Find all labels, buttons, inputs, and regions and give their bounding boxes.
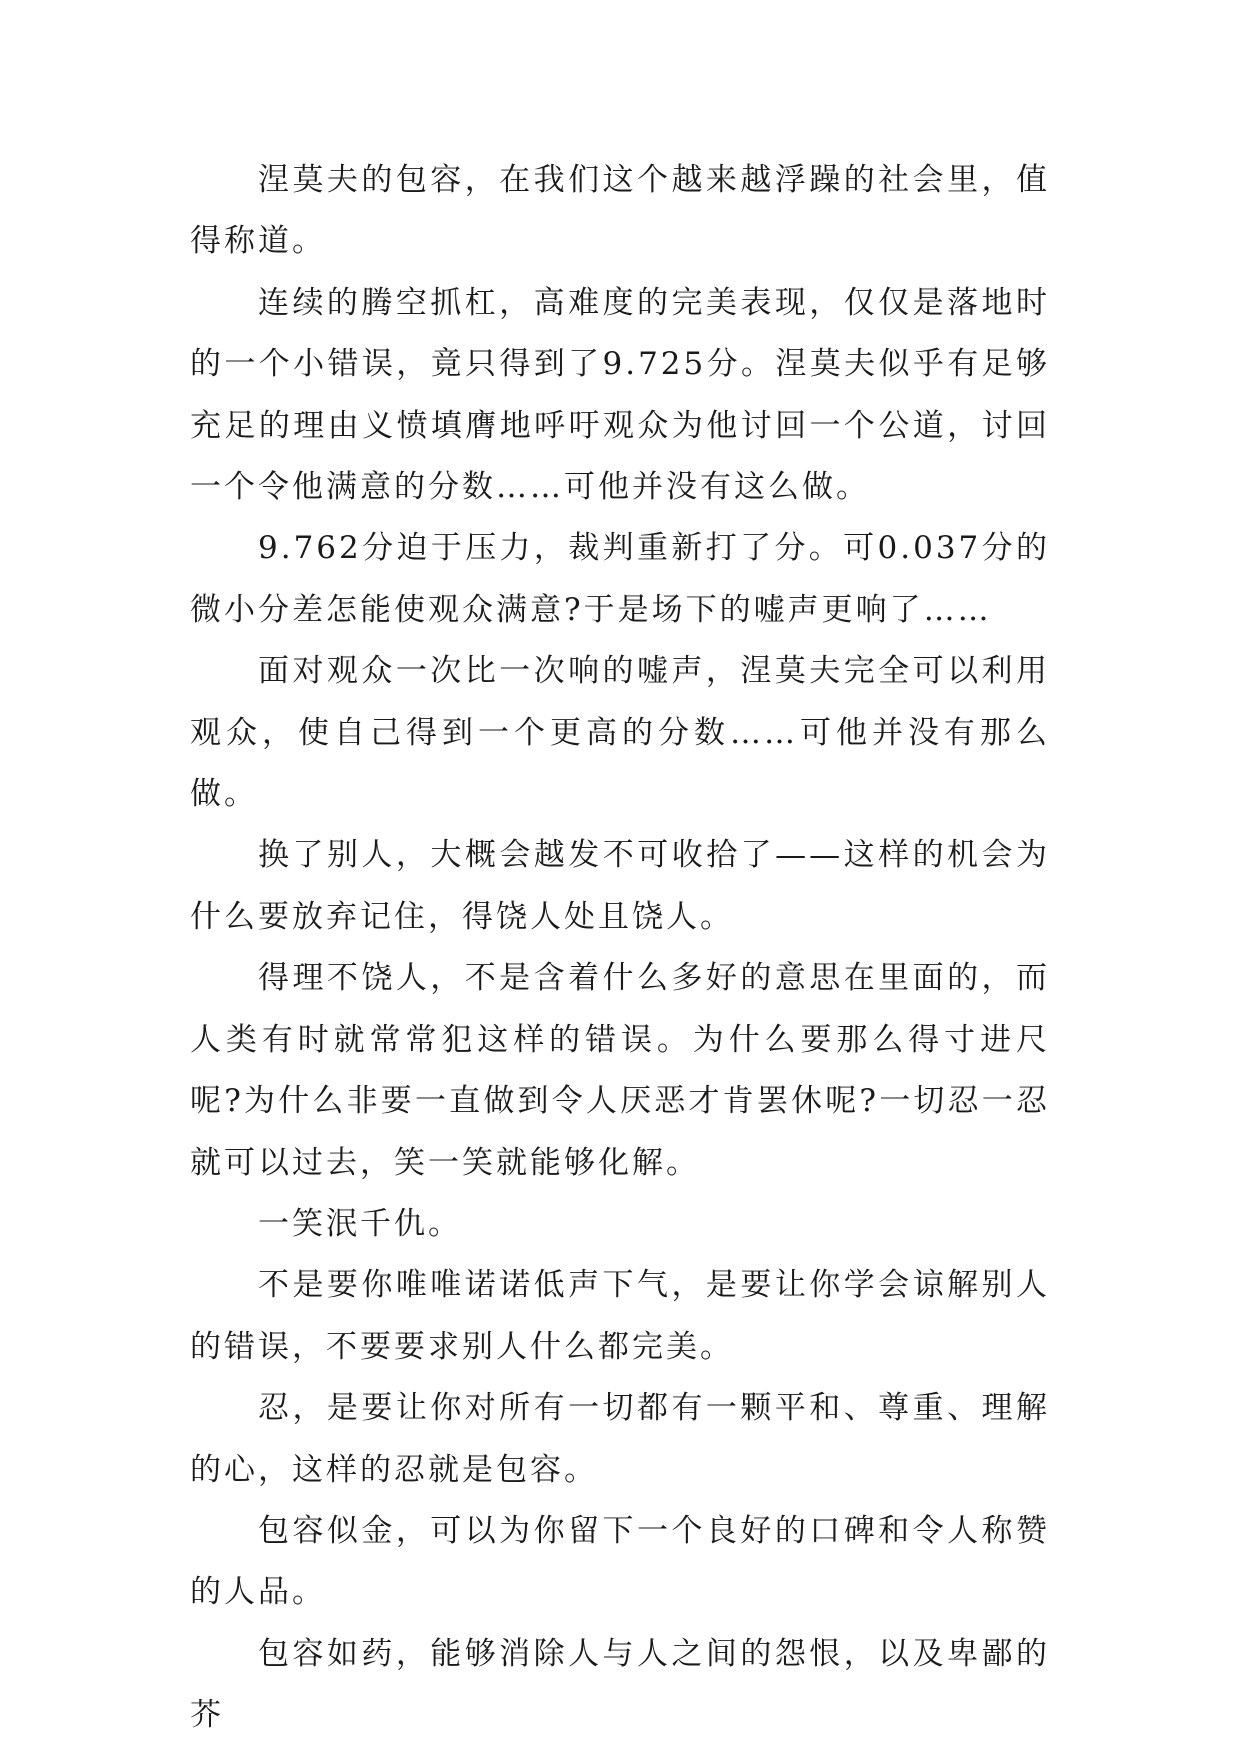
paragraph: 包容如药，能够消除人与人之间的怨恨，以及卑鄙的芥 xyxy=(190,1635,1050,1734)
paragraph: 涅莫夫的包容，在我们这个越来越浮躁的社会里，值得称道。 xyxy=(190,162,1050,260)
paragraph: 连续的腾空抓杠，高难度的完美表现，仅仅是落地时的一个小错误，竟只得到了9.725分。涅莫夫似乎有足够充足的理由义愤填膺地呼吁观众为他讨回一个公道，讨回一个令他满意的分数……可他并没有这么做。 xyxy=(190,284,1050,506)
paragraph: 换了别人，大概会越发不可收拾了——这样的机会为什么要放弃记住，得饶人处且饶人。 xyxy=(190,837,1050,935)
paragraph: 得理不饶人，不是含着什么多好的意思在里面的，而人类有时就常常犯这样的错误。为什么要那么得寸进尺呢?为什么非要一直做到令人厌恶才肯罢休呢?一切忍一忍就可以过去，笑一笑就能够化解。 xyxy=(190,960,1050,1181)
paragraph: 面对观众一次比一次响的嘘声，涅莫夫完全可以利用观众，使自己得到一个更高的分数……可他并没有那么做。 xyxy=(190,653,1050,813)
paragraph: 包容似金，可以为你留下一个良好的口碑和令人称赞的人品。 xyxy=(190,1512,1050,1611)
paragraph: 不是要你唯唯诺诺低声下气，是要让你学会谅解别人的错误，不要要求别人什么都完美。 xyxy=(190,1267,1050,1365)
paragraph: 一笑泯千仇。 xyxy=(258,1205,462,1242)
paragraph: 9.762分迫于压力，裁判重新打了分。可0.037分的微小分差怎能使观众满意?于是场下的嘘声更响了…… xyxy=(190,530,1050,628)
document-body xyxy=(190,150,1050,1747)
paragraph: 忍，是要让你对所有一切都有一颗平和、尊重、理解的心，这样的忍就是包容。 xyxy=(190,1390,1050,1488)
